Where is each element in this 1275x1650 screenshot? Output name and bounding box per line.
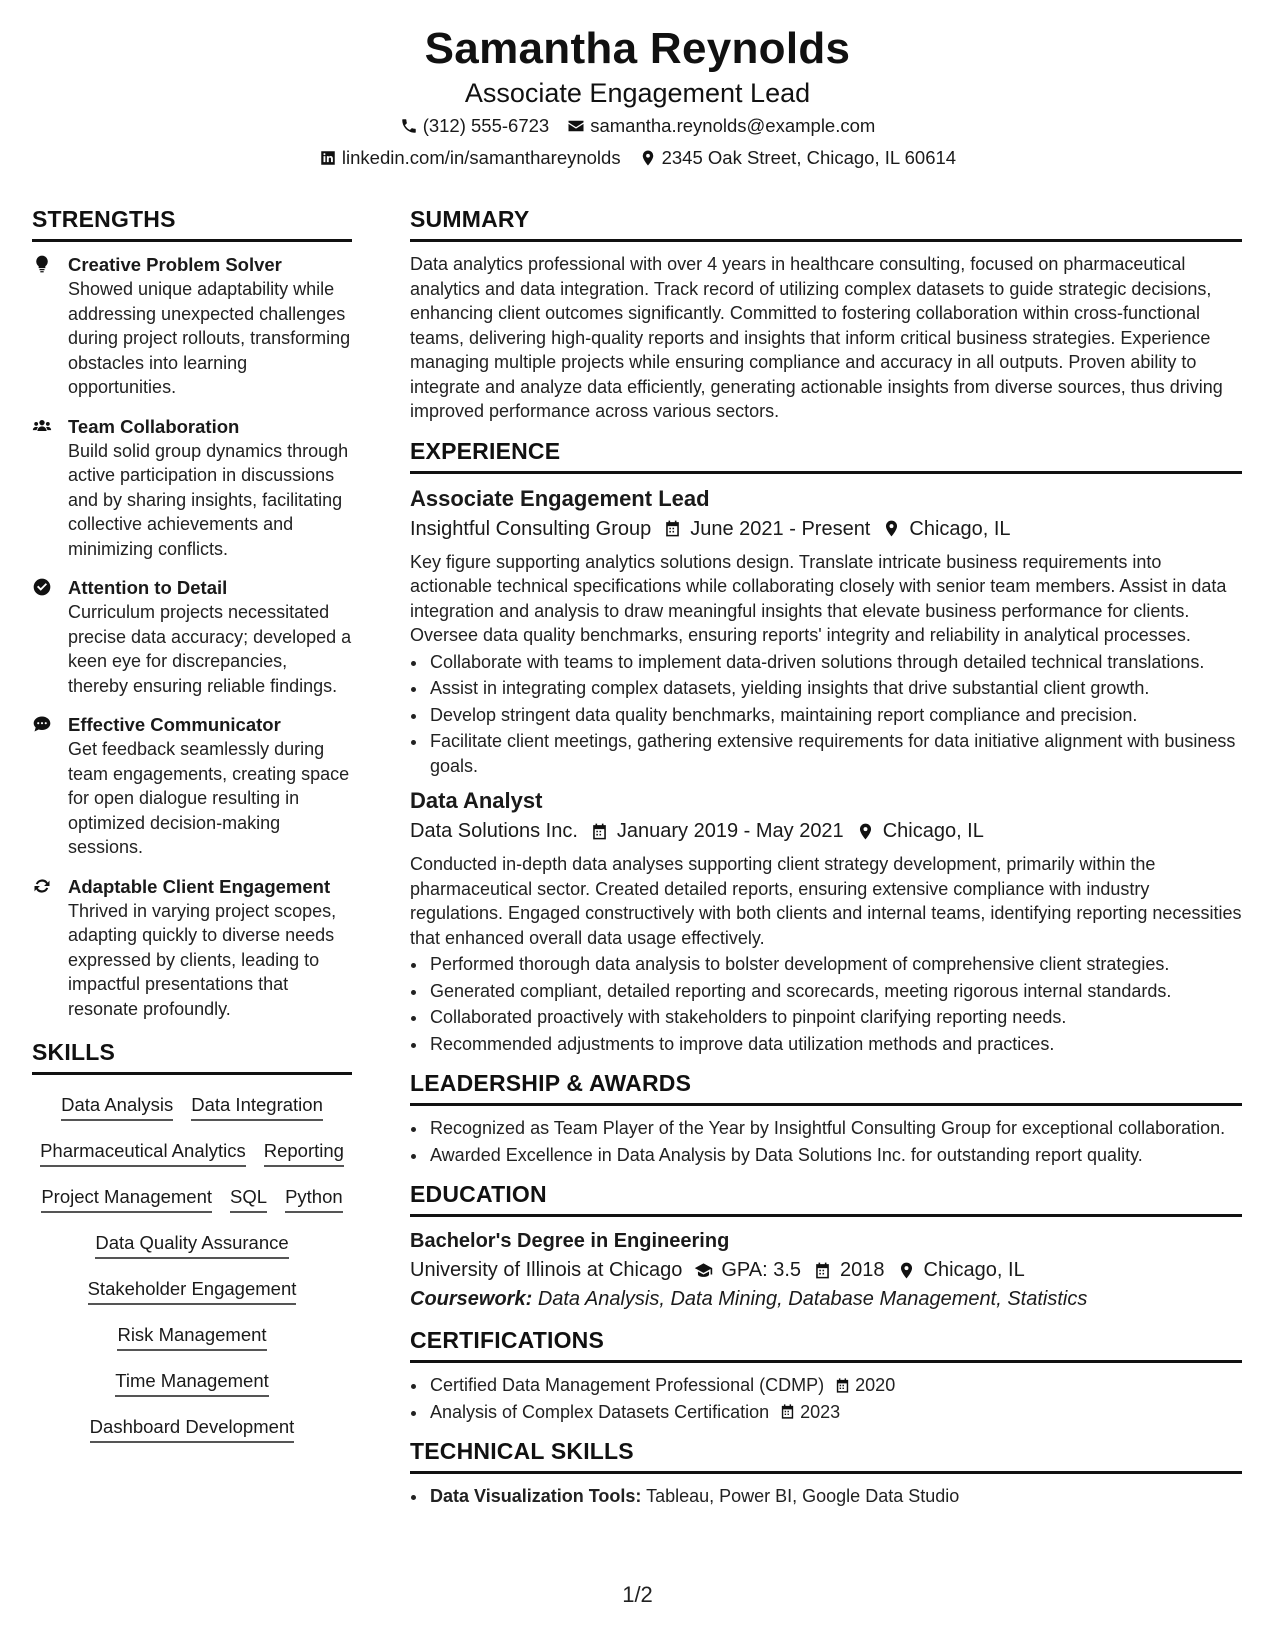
coursework-label: Coursework: <box>410 1288 533 1310</box>
technical-skills-heading: TECHNICAL SKILLS <box>410 1438 1242 1474</box>
strength-item <box>32 874 352 1022</box>
strength-desc: Curriculum projects necessitated precise data accuracy; developed a keen eye for discrepancies, thereby ensuring reliable findings. <box>68 602 352 696</box>
job-title: Associate Engagement Lead <box>410 485 710 511</box>
certifications-heading: CERTIFICATIONS <box>410 1327 1242 1363</box>
list-item: • Awarded Excellence in Data Analysis by Data Solutions Inc. for outstanding report quality. <box>428 1143 1242 1168</box>
list-item <box>428 1400 1242 1425</box>
skill-tag: Data Analysis <box>61 1093 173 1121</box>
list-item: • Generated compliant, detailed reporting and scorecards, meeting rigorous internal standards. <box>428 979 1242 1004</box>
job-description: Conducted in-depth data analyses supporting client strategy development, primarily within the pharmaceutical sector. Created detailed reports, ensuring extensive compliance with industry regulations. Engaged constructively with both clients and internal teams, identifying reporting necessities that enhanced overall data usage effectively. <box>410 854 1242 948</box>
list-item: • Facilitate client meetings, gathering extensive requirements for data initiative alignment with business goals. <box>428 729 1242 778</box>
map-pin-icon <box>856 822 875 841</box>
strength-desc: Get feedback seamlessly during team engagements, creating space for open dialogue resulting in optimized decision-making sessions. <box>68 739 350 857</box>
experience-section <box>410 438 1242 1057</box>
linkedin-contact[interactable] <box>319 142 621 174</box>
gpa-text: GPA: 3.5 <box>721 1259 802 1281</box>
strength-title: Adaptable Client Engagement <box>68 875 331 897</box>
list-item: • Collaborate with teams to implement data-driven solutions through detailed technical translations. <box>428 650 1242 675</box>
skill-tag: Python <box>285 1185 343 1213</box>
job-company: Insightful Consulting Group <box>410 517 652 540</box>
list-item: • Recognized as Team Player of the Year by Insightful Consulting Group for exceptional collaboration. <box>428 1116 1242 1141</box>
map-pin-icon <box>897 1261 916 1280</box>
school-name: University of Illinois at Chicago <box>410 1259 683 1281</box>
job-title: Data Analyst <box>410 788 543 813</box>
right-column <box>410 206 1242 1523</box>
skill-tag: Risk Management <box>117 1323 266 1351</box>
map-pin-icon <box>639 149 657 167</box>
list-item: • Develop stringent data quality benchmarks, maintaining report compliance and precision. <box>428 703 1242 728</box>
strength-item <box>32 712 352 860</box>
strength-desc: Showed unique adaptability while addressing unexpected challenges during project rollouts, transforming obstacles into learning opportunities. <box>68 279 351 397</box>
cert-name: • Analysis of Complex Datasets Certification <box>430 1401 770 1422</box>
strength-item <box>32 414 352 562</box>
strength-title: Effective Communicator <box>68 714 281 735</box>
resume-header <box>0 0 1275 174</box>
email-text[interactable]: samantha.reynolds@example.com <box>590 115 876 136</box>
technical-skills-list <box>410 1484 1242 1509</box>
experience-heading: EXPERIENCE <box>410 438 1242 474</box>
skill-tag: Pharmaceutical Analytics <box>40 1139 246 1167</box>
address-contact <box>639 142 956 174</box>
cert-year: 2023 <box>800 1401 841 1422</box>
contact-row-1 <box>0 110 1275 142</box>
strength-item <box>32 252 352 400</box>
strengths-heading: STRENGTHS <box>32 206 352 242</box>
email-contact[interactable] <box>567 110 875 142</box>
cert-name: • Certified Data Management Professional (CDMP) <box>430 1375 825 1395</box>
list-item: • Recommended adjustments to improve data utilization methods and practices. <box>428 1032 1242 1057</box>
strength-title: Attention to Detail <box>68 577 228 598</box>
cert-year: 2020 <box>855 1375 896 1395</box>
graduation-year: 2018 <box>840 1259 885 1281</box>
list-item <box>428 1373 1242 1398</box>
coursework-text: Data Analysis, Data Mining, Database Management, Statistics <box>537 1288 1088 1310</box>
job-dates: January 2019 - May 2021 <box>616 820 844 842</box>
skill-tag: Stakeholder Engagement <box>88 1277 297 1305</box>
strength-title: Creative Problem Solver <box>68 254 282 275</box>
skills-heading: SKILLS <box>32 1039 352 1075</box>
skills-list <box>32 1085 352 1443</box>
skill-tag: SQL <box>230 1185 267 1213</box>
list-item: • Assist in integrating complex datasets, yielding insights that drive substantial client growth. <box>428 676 1242 701</box>
skill-tag: Time Management <box>115 1369 269 1397</box>
users-icon <box>32 416 52 436</box>
job-bullets <box>410 650 1242 779</box>
map-pin-icon <box>882 519 901 538</box>
linkedin-text[interactable]: linkedin.com/in/samanthareynolds <box>341 147 621 168</box>
skill-tag: Reporting <box>264 1139 344 1167</box>
job-description: Key figure supporting analytics solutions design. Translate intricate business requirements into actionable technical specifications while collaborating closely with senior team members. Assist in data integration and analysis to draw meaningful insights that elevate business performance for clients. Oversee data quality benchmarks, ensuring reports' integrity and reliability in analytical processes. <box>410 551 1227 645</box>
page-indicator: 1/2 <box>622 1582 653 1607</box>
list-item <box>428 1484 1242 1509</box>
lightbulb-icon <box>32 254 52 274</box>
leadership-section <box>410 1070 1242 1167</box>
strength-title: Team Collaboration <box>68 415 240 437</box>
certifications-list <box>410 1373 1242 1424</box>
envelope-icon <box>567 117 585 135</box>
job-location: Chicago, IL <box>909 517 1011 540</box>
tech-skill-label: Data Visualization Tools: <box>430 1486 642 1506</box>
contact-row-2 <box>0 142 1275 174</box>
skill-tag: Data Quality Assurance <box>95 1231 288 1259</box>
phone-contact <box>400 110 550 142</box>
technical-skills-section <box>410 1438 1242 1509</box>
left-column <box>32 206 352 1443</box>
leadership-heading: LEADERSHIP & AWARDS <box>410 1070 1242 1106</box>
leadership-list <box>410 1116 1242 1167</box>
education-meta <box>410 1255 1242 1285</box>
tech-skill-value: Tableau, Power BI, Google Data Studio <box>646 1486 960 1506</box>
degree-title: Bachelor's Degree in Engineering <box>410 1230 730 1252</box>
job-entry <box>410 484 1242 779</box>
calendar-icon <box>779 1403 796 1420</box>
phone-icon <box>400 117 418 135</box>
job-entry <box>410 786 1242 1056</box>
calendar-icon <box>590 822 609 841</box>
graduation-cap-icon <box>694 1261 713 1280</box>
list-item: • Collaborated proactively with stakeholders to pinpoint clarifying reporting needs. <box>428 1005 1242 1030</box>
job-meta <box>410 514 1242 544</box>
phone-text: (312) 555-6723 <box>422 115 550 136</box>
summary-text: Data analytics professional with over 4 years in healthcare consulting, focused on pharmaceutical analytics and data integration. Track record of utilizing complex datasets to guide strategic decisions, enhancing client outcomes significantly. Committed to fostering collaboration within cross-functional teams, delivering high-quality reports and insights that inform critical business strategies. Experience managing multiple projects while ensuring compliance and accuracy in all outputs. Proven ability to integrate and analyze data efficiently, generating actionable insights from diverse sources, thus driving improved performance across various sectors. <box>410 254 1223 421</box>
strength-desc: Build solid group dynamics through active participation in discussions and by sharing insights, facilitating collective achievements and minimizing conflicts. <box>68 440 349 559</box>
candidate-title: Associate Engagement Lead <box>464 78 811 108</box>
coursework <box>410 1285 1242 1313</box>
skill-tag: Data Integration <box>191 1093 323 1121</box>
education-heading: EDUCATION <box>410 1181 1242 1217</box>
comments-icon <box>32 714 52 734</box>
strength-desc: Thrived in varying project scopes, adapting quickly to diverse needs expressed by clients, leading to impactful presentations that resonate profoundly. <box>68 900 337 1019</box>
job-dates: June 2021 - Present <box>690 517 871 540</box>
education-section <box>410 1181 1242 1313</box>
candidate-name: Samantha Reynolds <box>424 24 851 73</box>
list-item: • Performed thorough data analysis to bolster development of comprehensive client strategies. <box>428 952 1242 977</box>
job-meta <box>410 816 1242 846</box>
linkedin-icon <box>319 149 337 167</box>
certifications-section <box>410 1327 1242 1424</box>
check-circle-icon <box>32 577 52 597</box>
job-company: Data Solutions Inc. <box>410 820 578 842</box>
summary-section <box>410 206 1242 424</box>
calendar-icon <box>834 1377 851 1394</box>
calendar-icon <box>813 1261 832 1280</box>
strength-item <box>32 575 352 698</box>
skill-tag: Dashboard Development <box>90 1415 295 1443</box>
calendar-icon <box>663 519 682 538</box>
school-location: Chicago, IL <box>923 1259 1025 1281</box>
job-location: Chicago, IL <box>882 820 984 842</box>
sync-icon <box>32 876 52 896</box>
job-bullets <box>410 952 1242 1056</box>
address-text: 2345 Oak Street, Chicago, IL 60614 <box>661 147 957 168</box>
summary-heading: SUMMARY <box>410 206 1242 242</box>
skill-tag: Project Management <box>41 1185 212 1213</box>
